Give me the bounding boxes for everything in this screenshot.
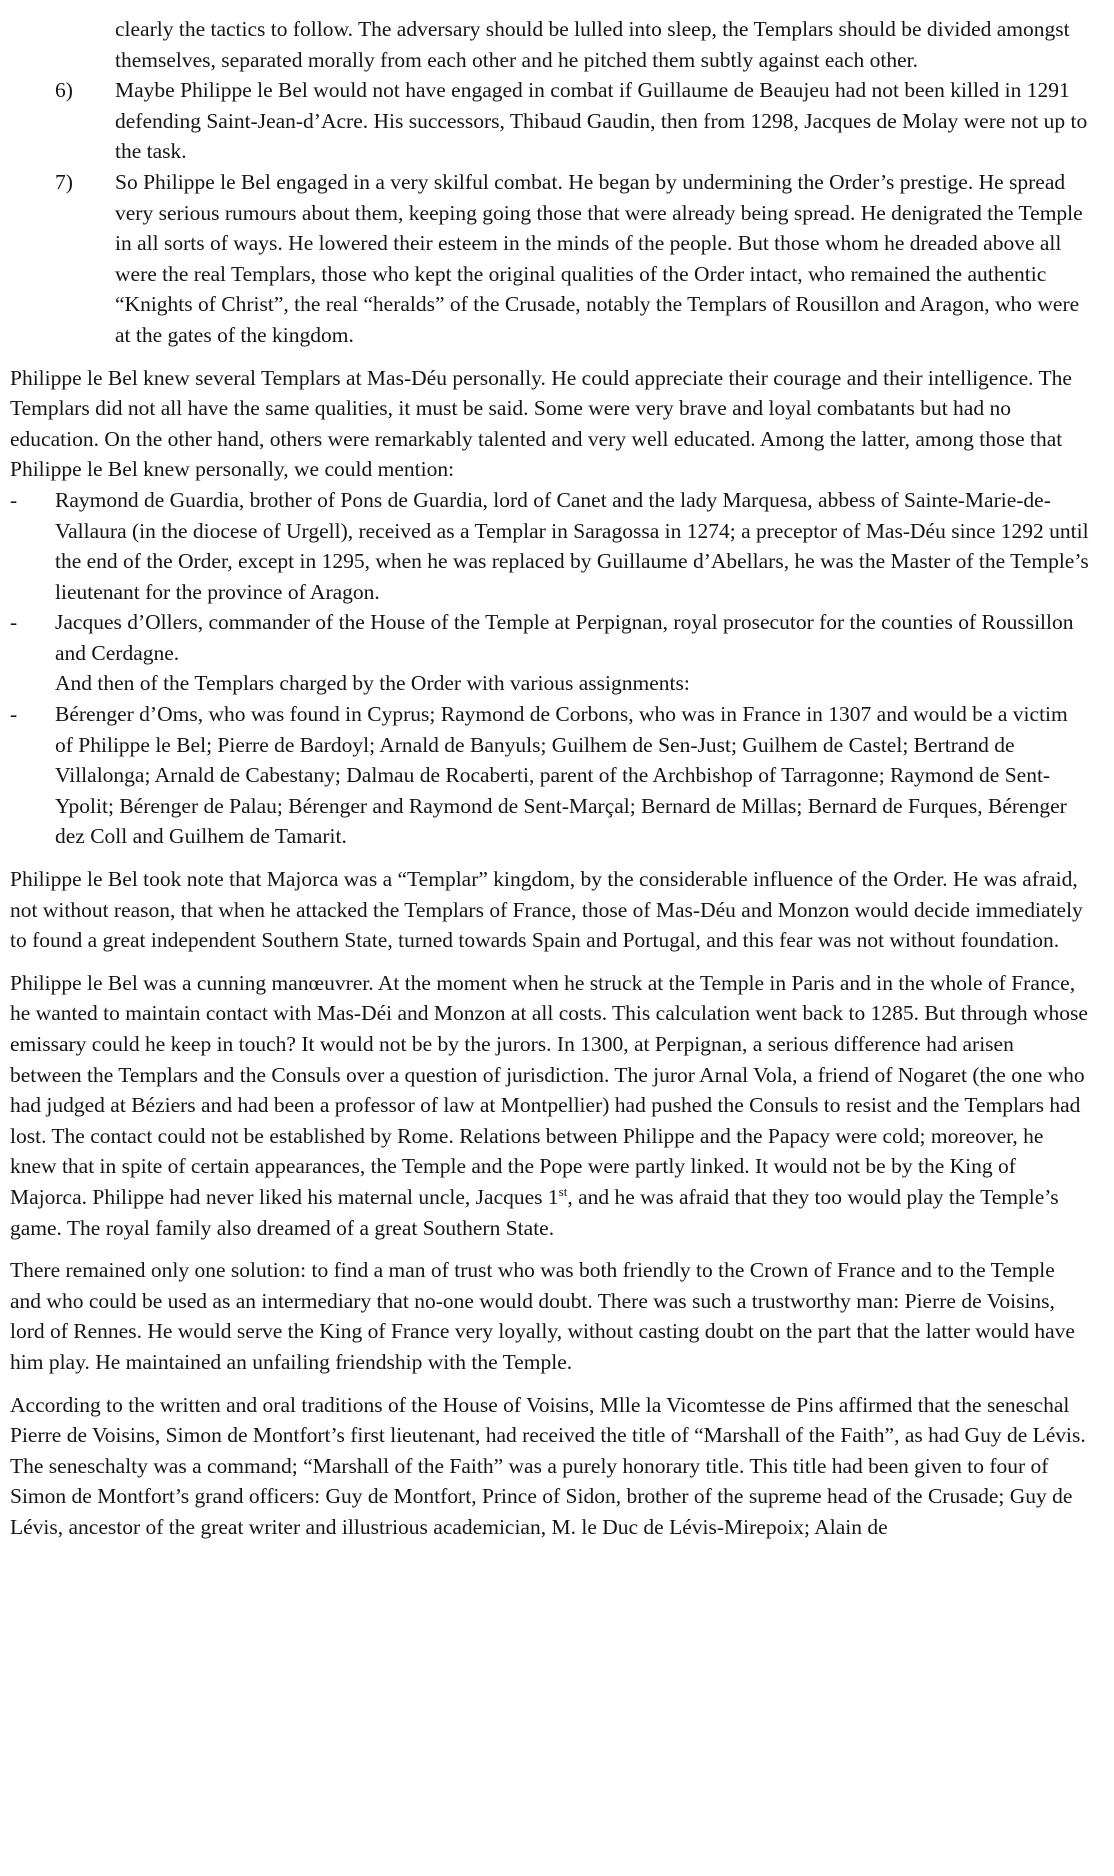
item-text: So Philippe le Bel engaged in a very skilful combat. He began by undermining the Order’s prestige. He spread very serious rumours about them, keeping going those that were already being spread. He denigrated the Temple in all sorts of ways. He lowered their esteem in the minds of the people. But those whom he dreaded above all were the real Templars, those who kept the original qualities of the Order intact, who remained the authentic “Knights of Christ”, the real “heralds” of the Crusade, notably the Templars of Rousillon and Aragon, who were at the gates of the kingdom. [115,169,1083,347]
item-number: 7) [55,169,73,194]
paragraph-text: , and he was afraid that they too would play the Temple’s game. The royal family also dreamed of a great Southern State. [10,1184,1059,1240]
superscript-ordinal: st [558,1183,568,1199]
paragraph-mas-deu: Philippe le Bel knew several Templars at Mas-Déu personally. He could appreciate their courage and their intelligence. The Templars did not all have the same qualities, it must be said. Some were very brave and loyal combatants but had no education. On the other hand, others were remarkably talented and very well educated. Among the latter, among those that Philippe le Bel knew personally, we could mention: [10,365,1072,482]
bullet-dash: - [10,487,18,512]
paragraph-house-of-voisins: According to the written and oral traditions of the House of Voisins, Mlle la Vicomtesse de Pins affirmed that the seneschal Pierre de Voisins, Simon de Montfort’s first lieutenant, had received the title of “Marshall of the Faith”, as had Guy de Lévis. The seneschalty was a command; “Marshall of the Faith” was a purely honorary title. This title had been given to four of Simon de Montfort’s grand officers: Guy de Montfort, Prince of Sidon, brother of the supreme head of the Crusade; Guy de Lévis, ancestor of the great writer and illustrious academician, M. le Duc de Lévis-Mirepoix; Alain de [10,1392,1086,1539]
item-text: Maybe Philippe le Bel would not have engaged in combat if Guillaume de Beaujeu had not been killed in 1291 defending Saint-Jean-d’Acre. His successors, Thibaud Gaudin, then from 1298, Jacques de Molay were not up to the task. [115,78,1088,164]
paragraph-cunning-manoeuvrer [10,968,1090,1243]
item-number: 6) [55,78,73,103]
bullet-dash: - [10,702,18,727]
paragraph-text: Philippe le Bel was a cunning manœuvrer. At the moment when he struck at the Temple in Paris and in the whole of France, he wanted to maintain contact with Mas-Déi and Monzon at all costs. This calculation went back to 1285. But through whose emissary could he keep in touch? It would not be by the jurors. In 1300, at Perpignan, a serious difference had arisen between the Templars and the Consuls over a question of jurisdiction. The juror Arnal Vola, a friend of Nogaret (the one who had judged at Béziers and had been a professor of law at Montpellier) had pushed the Consuls to resist and the Templars had lost. The contact could not be established by Rome. Relations between Philippe and the Papacy were cold; moreover, he knew that in spite of certain appearances, the Temple and the Pope were partly linked. It would not be by the King of Majorca. Philippe had never liked his maternal uncle, Jacques 1 [10,970,1088,1209]
bullet-dash: - [10,610,18,635]
list-item-text: Raymond de Guardia, brother of Pons de Guardia, lord of Canet and the lady Marquesa, abbess of Sainte-Marie-de-Vallaura (in the diocese of Urgell), received as a Templar in Saragossa in 1274; a preceptor of Mas-Déu since 1292 until the end of the Order, except in 1295, when he was replaced by Guillaume d’Abellars, he was the Master of the Temple’s lieutenant for the province of Aragon. [55,487,1089,604]
list-item-text: Jacques d’Ollers, commander of the House of the Temple at Perpignan, royal prosecutor for the counties of Roussillon and Cerdagne. [55,610,1074,665]
numbered-item-6 [10,75,1090,167]
list-subheading: And then of the Templars charged by the Order with various assignments: [55,671,690,696]
list-item-raymond-de-guardia [10,485,1090,607]
list-item-jacques-dollers [10,607,1090,668]
list-item-text: Bérenger d’Oms, who was found in Cyprus; Raymond de Corbons, who was in France in 1307 and would be a victim of Philippe le Bel; Pierre de Bardoyl; Arnald de Banyuls; Guilhem de Sen-Just; Guilhem de Castel; Bertrand de Villalonga; Arnald de Cabestany; Dalmau de Rocaberti, parent of the Archbishop of Tarragonne; Raymond de Sent-Ypolit; Bérenger de Palau; Bérenger and Raymond de Sent-Marçal; Bernard de Millas; Bernard de Furques, Bérenger dez Coll and Guilhem de Tamarit. [55,702,1068,849]
numbered-item-7 [10,167,1090,351]
paragraph-majorca: Philippe le Bel took note that Majorca was a “Templar” kingdom, by the considerable influence of the Order. He was afraid, not without reason, that when he attacked the Templars of France, those of Mas-Déu and Monzon would decide immediately to found a great independent Southern State, turned towards Spain and Portugal, and this fear was not without foundation. [10,867,1083,953]
list-item-templars-assignments [10,699,1090,852]
intro-continuation: clearly the tactics to follow. The adversary should be lulled into sleep, the Templars should be divided amongst themselves, separated morally from each other and he pitched them subtly against each other. [115,17,1070,72]
paragraph-one-solution: There remained only one solution: to find a man of trust who was both friendly to the Crown of France and to the Temple and who could be used as an intermediary that no-one would doubt. There was such a trustworthy man: Pierre de Voisins, lord of Rennes. He would serve the King of France very loyally, without casting doubt on the part that the latter would have him play. He maintained an unfailing friendship with the Temple. [10,1258,1075,1374]
